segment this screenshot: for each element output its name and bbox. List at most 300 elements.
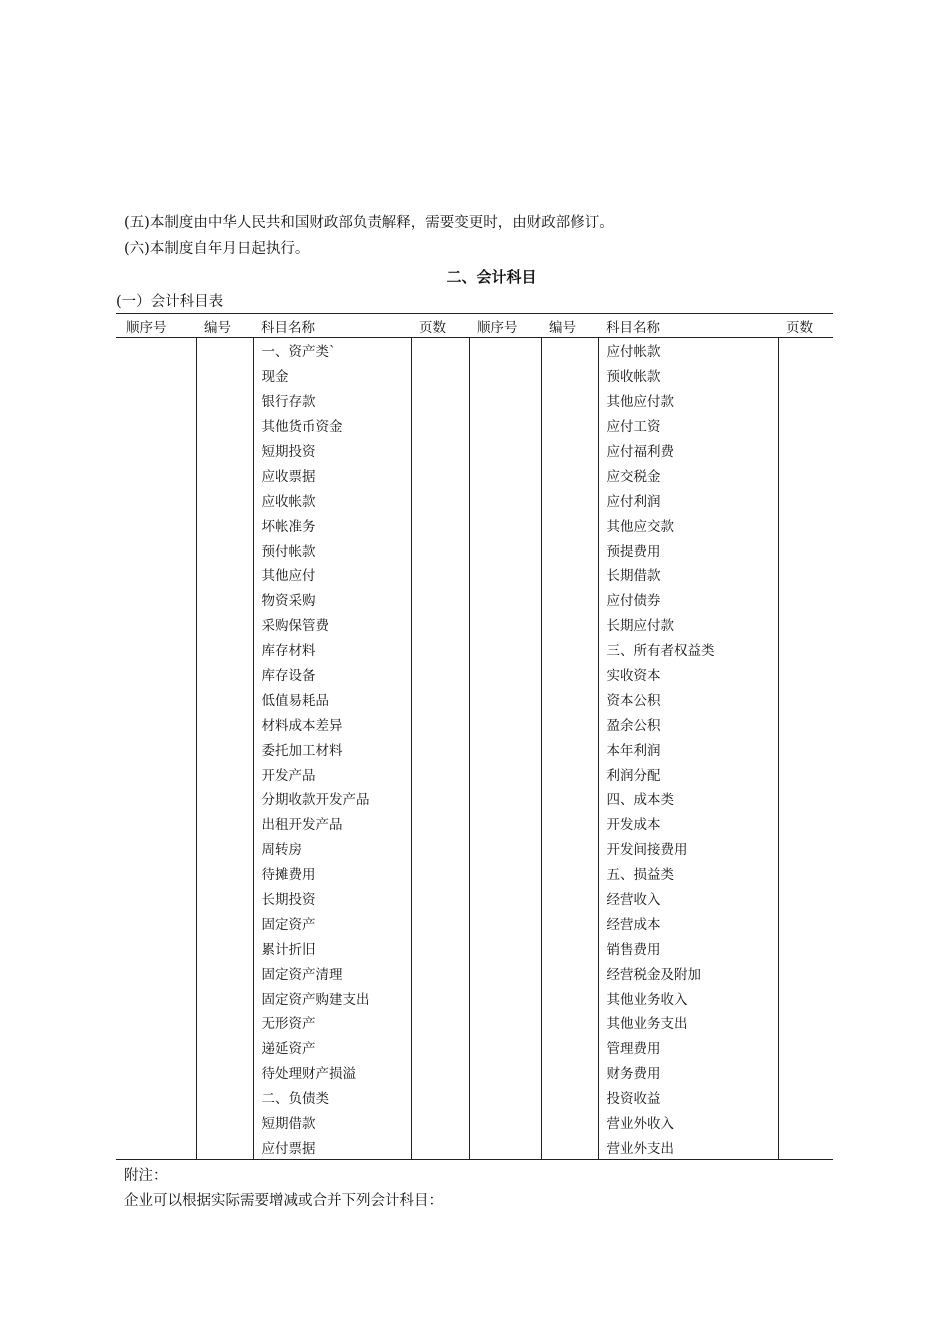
seq-cell <box>469 1110 541 1135</box>
account-name-cell: 待摊费用 <box>253 861 411 886</box>
table-row <box>116 786 833 811</box>
code-cell <box>196 612 253 637</box>
table-row <box>116 861 833 886</box>
account-name-cell: 其他业务收入 <box>598 985 778 1010</box>
table-row <box>116 512 833 537</box>
seq-cell <box>116 363 196 388</box>
account-name-cell: 管理费用 <box>598 1035 778 1060</box>
seq-cell <box>469 910 541 935</box>
code-cell <box>541 462 598 487</box>
table-row <box>116 537 833 562</box>
code-cell <box>196 587 253 612</box>
account-name-cell: 营业外收入 <box>598 1110 778 1135</box>
pages-cell <box>411 413 469 438</box>
seq-cell <box>469 587 541 612</box>
seq-cell <box>116 413 196 438</box>
account-name-cell: 盈余公积 <box>598 711 778 736</box>
code-cell <box>196 836 253 861</box>
code-cell <box>541 910 598 935</box>
header-pages: 页数 <box>411 314 469 338</box>
code-cell <box>541 686 598 711</box>
code-cell <box>541 413 598 438</box>
code-cell <box>541 562 598 587</box>
seq-cell <box>469 438 541 463</box>
table-row <box>116 935 833 960</box>
code-cell <box>196 711 253 736</box>
pages-cell <box>778 836 833 861</box>
account-name-cell: 固定资产 <box>253 910 411 935</box>
pages-cell <box>778 985 833 1010</box>
seq-cell <box>469 1135 541 1160</box>
account-name-cell: 无形资产 <box>253 1010 411 1035</box>
account-name-cell: 三、所有者权益类 <box>598 637 778 662</box>
account-name-cell: 其他应付 <box>253 562 411 587</box>
seq-cell <box>116 1010 196 1035</box>
account-name-cell: 财务费用 <box>598 1060 778 1085</box>
seq-cell <box>116 960 196 985</box>
account-name-cell: 经营成本 <box>598 910 778 935</box>
pages-cell <box>778 1085 833 1110</box>
code-cell <box>541 1085 598 1110</box>
pages-cell <box>411 786 469 811</box>
seq-cell <box>116 487 196 512</box>
pages-cell <box>411 662 469 687</box>
account-name-cell: 应付帐款 <box>598 338 778 363</box>
account-name-cell: 累计折旧 <box>253 935 411 960</box>
paragraph-5: (五)本制度由中华人民共和国财政部负责解释，需要变更时，由财政部修订。 <box>124 215 614 231</box>
account-name-cell: 资本公积 <box>598 686 778 711</box>
seq-cell <box>469 462 541 487</box>
seq-cell <box>116 587 196 612</box>
table-row <box>116 1085 833 1110</box>
pages-cell <box>778 338 833 363</box>
table-row <box>116 637 833 662</box>
account-name-cell: 应付福利费 <box>598 438 778 463</box>
code-cell <box>541 1010 598 1035</box>
code-cell <box>541 537 598 562</box>
code-cell <box>196 1135 253 1160</box>
account-name-cell: 长期投资 <box>253 886 411 911</box>
pages-cell <box>778 1035 833 1060</box>
pages-cell <box>778 363 833 388</box>
seq-cell <box>116 338 196 363</box>
code-cell <box>196 886 253 911</box>
account-name-cell: 长期借款 <box>598 562 778 587</box>
account-name-cell: 其他货币资金 <box>253 413 411 438</box>
code-cell <box>541 836 598 861</box>
seq-cell <box>116 811 196 836</box>
seq-cell <box>469 1085 541 1110</box>
code-cell <box>541 811 598 836</box>
account-name-cell: 应付债券 <box>598 587 778 612</box>
account-name-cell: 本年利润 <box>598 736 778 761</box>
account-name-cell: 材料成本差异 <box>253 711 411 736</box>
code-cell <box>196 861 253 886</box>
seq-cell <box>469 811 541 836</box>
account-name-cell: 一、资产类` <box>253 338 411 363</box>
account-name-cell: 应付票据 <box>253 1135 411 1160</box>
pages-cell <box>411 637 469 662</box>
pages-cell <box>411 537 469 562</box>
account-name-cell: 应交税金 <box>598 462 778 487</box>
code-cell <box>541 1135 598 1160</box>
seq-cell <box>469 1035 541 1060</box>
account-name-cell: 委托加工材料 <box>253 736 411 761</box>
pages-cell <box>411 836 469 861</box>
table-row <box>116 811 833 836</box>
pages-cell <box>411 1010 469 1035</box>
seq-cell <box>116 1085 196 1110</box>
pages-cell <box>778 388 833 413</box>
seq-cell <box>116 1135 196 1160</box>
code-cell <box>196 537 253 562</box>
account-name-cell: 开发间接费用 <box>598 836 778 861</box>
pages-cell <box>778 612 833 637</box>
seq-cell <box>469 537 541 562</box>
account-name-cell: 库存设备 <box>253 662 411 687</box>
table-row <box>116 910 833 935</box>
code-cell <box>541 438 598 463</box>
pages-cell <box>778 1110 833 1135</box>
account-name-cell: 实收资本 <box>598 662 778 687</box>
pages-cell <box>411 811 469 836</box>
table-row <box>116 960 833 985</box>
account-name-cell: 四、成本类 <box>598 786 778 811</box>
seq-cell <box>469 388 541 413</box>
table-row <box>116 1110 833 1135</box>
table-row <box>116 1135 833 1160</box>
code-cell <box>541 985 598 1010</box>
pages-cell <box>411 512 469 537</box>
code-cell <box>541 587 598 612</box>
table-row <box>116 711 833 736</box>
pages-cell <box>411 1135 469 1160</box>
seq-cell <box>469 363 541 388</box>
seq-cell <box>116 537 196 562</box>
seq-cell <box>116 662 196 687</box>
code-cell <box>196 438 253 463</box>
table-row <box>116 363 833 388</box>
account-name-cell: 低值易耗品 <box>253 686 411 711</box>
account-name-cell: 开发产品 <box>253 761 411 786</box>
pages-cell <box>778 587 833 612</box>
seq-cell <box>116 637 196 662</box>
pages-cell <box>411 960 469 985</box>
table-row <box>116 836 833 861</box>
table-row <box>116 462 833 487</box>
pages-cell <box>778 537 833 562</box>
account-name-cell: 坏帐准务 <box>253 512 411 537</box>
seq-cell <box>116 786 196 811</box>
code-cell <box>541 736 598 761</box>
seq-cell <box>116 711 196 736</box>
account-name-cell: 利润分配 <box>598 761 778 786</box>
table-row <box>116 587 833 612</box>
header-account-name: 科目名称 <box>253 314 411 338</box>
code-cell <box>541 388 598 413</box>
account-name-cell: 短期投资 <box>253 438 411 463</box>
account-name-cell: 短期借款 <box>253 1110 411 1135</box>
seq-cell <box>116 512 196 537</box>
seq-cell <box>116 736 196 761</box>
pages-cell <box>411 761 469 786</box>
account-name-cell: 五、损益类 <box>598 861 778 886</box>
table-row <box>116 338 833 363</box>
code-cell <box>196 960 253 985</box>
pages-cell <box>778 886 833 911</box>
seq-cell <box>469 637 541 662</box>
pages-cell <box>778 462 833 487</box>
pages-cell <box>778 413 833 438</box>
table-row <box>116 1060 833 1085</box>
seq-cell <box>469 985 541 1010</box>
seq-cell <box>469 786 541 811</box>
seq-cell <box>469 761 541 786</box>
pages-cell <box>411 562 469 587</box>
seq-cell <box>116 388 196 413</box>
pages-cell <box>411 686 469 711</box>
pages-cell <box>778 512 833 537</box>
code-cell <box>196 985 253 1010</box>
code-cell <box>196 686 253 711</box>
account-name-cell: 应收票据 <box>253 462 411 487</box>
code-cell <box>541 935 598 960</box>
code-cell <box>196 637 253 662</box>
code-cell <box>196 512 253 537</box>
header-code: 编号 <box>541 314 598 338</box>
pages-cell <box>411 861 469 886</box>
table-row <box>116 985 833 1010</box>
seq-cell <box>116 1060 196 1085</box>
account-name-cell: 经营税金及附加 <box>598 960 778 985</box>
code-cell <box>196 935 253 960</box>
pages-cell <box>778 686 833 711</box>
seq-cell <box>469 612 541 637</box>
code-cell <box>196 1060 253 1085</box>
code-cell <box>196 811 253 836</box>
account-name-cell: 固定资产购建支出 <box>253 985 411 1010</box>
table-row <box>116 736 833 761</box>
pages-cell <box>778 861 833 886</box>
seq-cell <box>469 338 541 363</box>
pages-cell <box>411 935 469 960</box>
account-name-cell: 投资收益 <box>598 1085 778 1110</box>
table-row <box>116 487 833 512</box>
code-cell <box>541 338 598 363</box>
table-header-row <box>116 314 833 338</box>
code-cell <box>541 711 598 736</box>
account-name-cell: 应收帐款 <box>253 487 411 512</box>
seq-cell <box>116 861 196 886</box>
seq-cell <box>469 562 541 587</box>
account-name-cell: 采购保管费 <box>253 612 411 637</box>
seq-cell <box>116 985 196 1010</box>
pages-cell <box>411 1035 469 1060</box>
pages-cell <box>778 711 833 736</box>
pages-cell <box>778 761 833 786</box>
code-cell <box>541 1110 598 1135</box>
account-name-cell: 分期收款开发产品 <box>253 786 411 811</box>
account-name-cell: 开发成本 <box>598 811 778 836</box>
account-name-cell: 长期应付款 <box>598 612 778 637</box>
account-name-cell: 销售费用 <box>598 935 778 960</box>
account-name-cell: 营业外支出 <box>598 1135 778 1160</box>
table-row <box>116 662 833 687</box>
pages-cell <box>778 562 833 587</box>
code-cell <box>196 1110 253 1135</box>
header-account-name: 科目名称 <box>598 314 778 338</box>
pages-cell <box>411 487 469 512</box>
seq-cell <box>469 1010 541 1035</box>
account-name-cell: 预付帐款 <box>253 537 411 562</box>
code-cell <box>541 662 598 687</box>
seq-cell <box>469 886 541 911</box>
seq-cell <box>116 686 196 711</box>
pages-cell <box>411 363 469 388</box>
account-name-cell: 库存材料 <box>253 637 411 662</box>
table-row <box>116 612 833 637</box>
code-cell <box>541 786 598 811</box>
table-row <box>116 413 833 438</box>
code-cell <box>196 1035 253 1060</box>
code-cell <box>541 1060 598 1085</box>
seq-cell <box>116 910 196 935</box>
pages-cell <box>778 910 833 935</box>
pages-cell <box>778 1010 833 1035</box>
pages-cell <box>411 985 469 1010</box>
account-name-cell: 其他应付款 <box>598 388 778 413</box>
pages-cell <box>411 612 469 637</box>
header-code: 编号 <box>196 314 253 338</box>
seq-cell <box>116 935 196 960</box>
seq-cell <box>116 1110 196 1135</box>
code-cell <box>196 736 253 761</box>
pages-cell <box>411 910 469 935</box>
code-cell <box>196 487 253 512</box>
table-row <box>116 438 833 463</box>
seq-cell <box>469 935 541 960</box>
pages-cell <box>778 487 833 512</box>
pages-cell <box>778 786 833 811</box>
code-cell <box>196 338 253 363</box>
pages-cell <box>411 711 469 736</box>
table-row <box>116 686 833 711</box>
seq-cell <box>116 1035 196 1060</box>
table-row <box>116 388 833 413</box>
pages-cell <box>778 1060 833 1085</box>
seq-cell <box>469 736 541 761</box>
account-name-cell: 应付利润 <box>598 487 778 512</box>
pages-cell <box>778 662 833 687</box>
notes-text: 企业可以根据实际需要增减或合并下列会计科目： <box>124 1193 443 1209</box>
accounts-table <box>116 313 833 1160</box>
seq-cell <box>116 761 196 786</box>
code-cell <box>541 1035 598 1060</box>
account-name-cell: 预收帐款 <box>598 363 778 388</box>
code-cell <box>541 637 598 662</box>
pages-cell <box>411 1060 469 1085</box>
seq-cell <box>469 413 541 438</box>
pages-cell <box>411 438 469 463</box>
seq-cell <box>116 612 196 637</box>
section-title: 二、会计科目 <box>446 268 537 286</box>
account-name-cell: 周转房 <box>253 836 411 861</box>
account-name-cell: 物资采购 <box>253 587 411 612</box>
code-cell <box>196 761 253 786</box>
table-title: (一）会计科目表 <box>116 294 224 310</box>
code-cell <box>196 413 253 438</box>
seq-cell <box>116 562 196 587</box>
pages-cell <box>778 1135 833 1160</box>
pages-cell <box>411 462 469 487</box>
pages-cell <box>411 388 469 413</box>
seq-cell <box>469 487 541 512</box>
code-cell <box>541 886 598 911</box>
code-cell <box>196 1010 253 1035</box>
header-seq: 顺序号 <box>469 314 541 338</box>
seq-cell <box>116 886 196 911</box>
code-cell <box>541 612 598 637</box>
account-name-cell: 应付工资 <box>598 413 778 438</box>
account-name-cell: 递延资产 <box>253 1035 411 1060</box>
pages-cell <box>411 587 469 612</box>
table-row <box>116 1035 833 1060</box>
pages-cell <box>778 960 833 985</box>
notes-label: 附注： <box>124 1168 168 1184</box>
seq-cell <box>469 686 541 711</box>
seq-cell <box>469 960 541 985</box>
seq-cell <box>469 861 541 886</box>
code-cell <box>541 512 598 537</box>
code-cell <box>196 1085 253 1110</box>
account-name-cell: 固定资产清理 <box>253 960 411 985</box>
account-name-cell: 经营收入 <box>598 886 778 911</box>
pages-cell <box>411 736 469 761</box>
table-body <box>116 338 833 1160</box>
pages-cell <box>778 811 833 836</box>
pages-cell <box>778 935 833 960</box>
table-row <box>116 1010 833 1035</box>
seq-cell <box>469 711 541 736</box>
account-name-cell: 其他业务支出 <box>598 1010 778 1035</box>
account-name-cell: 其他应交款 <box>598 512 778 537</box>
table-row <box>116 562 833 587</box>
seq-cell <box>469 836 541 861</box>
account-name-cell: 预提费用 <box>598 537 778 562</box>
code-cell <box>541 761 598 786</box>
pages-cell <box>778 637 833 662</box>
pages-cell <box>411 1085 469 1110</box>
code-cell <box>196 562 253 587</box>
seq-cell <box>469 662 541 687</box>
code-cell <box>541 363 598 388</box>
table-row <box>116 761 833 786</box>
code-cell <box>541 960 598 985</box>
code-cell <box>196 910 253 935</box>
code-cell <box>196 786 253 811</box>
seq-cell <box>116 438 196 463</box>
header-seq: 顺序号 <box>116 314 196 338</box>
table-row <box>116 886 833 911</box>
code-cell <box>541 861 598 886</box>
account-name-cell: 银行存款 <box>253 388 411 413</box>
code-cell <box>196 462 253 487</box>
seq-cell <box>116 836 196 861</box>
account-name-cell: 出租开发产品 <box>253 811 411 836</box>
code-cell <box>196 662 253 687</box>
seq-cell <box>116 462 196 487</box>
account-name-cell: 现金 <box>253 363 411 388</box>
